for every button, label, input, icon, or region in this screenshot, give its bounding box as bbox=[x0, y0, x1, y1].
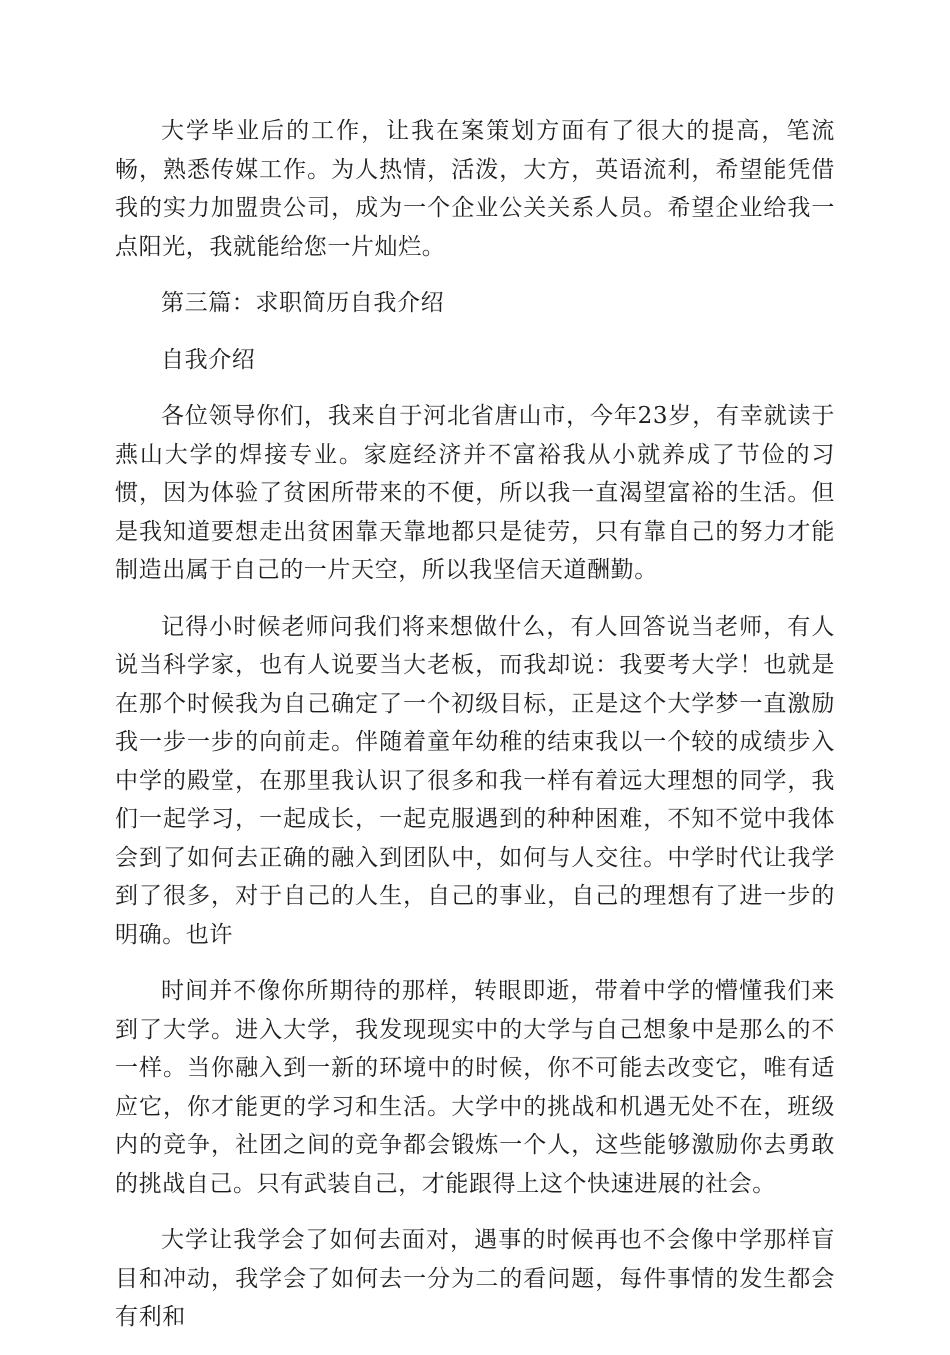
subsection-title: 自我介绍 bbox=[161, 346, 256, 373]
paragraph-childhood: 记得小时候老师问我们将来想做什么，有人回答说当老师，有人说当科学家，也有人说要当大老板，而我却说：我要考大学！也就是在那个时候我为自己确定了一个初级目标，正是这个大学梦一直激励我一步一步的向前走。伴随着童年幼稚的结束我以一个较的成绩步入中学的殿堂，在那里我认识了很多和我一样有着远大理想的同学，我们一起学习，一起成长，一起克服遇到的种种困难，不知不觉中我体会到了如何去正确的融入到团队中，如何与人交往。中学时代让我学到了很多，对于自己的人生，自己的事业，自己的理想有了进一步的明确。也许 bbox=[115, 613, 835, 948]
paragraph-background: 各位领导你们，我来自于河北省唐山市，今年23岁，有幸就读于燕山大学的焊接专业。家庭经济并不富裕我从小就养成了节俭的习惯，因为体验了贫困所带来的不便，所以我一直渴望富裕的生活。但是我知道要想走出贫困靠天靠地都只是徒劳，只有靠自己的努力才能制造出属于自己的一片天空，所以我坚信天道酬勤。 bbox=[115, 403, 835, 583]
paragraph-university: 时间并不像你所期待的那样，转眼即逝，带着中学的懵懂我们来到了大学。进入大学，我发现现实中的大学与自己想象中是那么的不一样。当你融入到一新的环境中的时候，你不可能去改变它，唯有适应它，你才能更的学习和生活。大学中的挑战和机遇无处不在，班级内的竞争，社团之间的竞争都会锻炼一个人，这些能够激励你去勇敢的挑战自己。只有武装自己，才能跟得上这个快速进展的社会。 bbox=[115, 978, 835, 1197]
document-page bbox=[115, 112, 835, 1355]
paragraph-lessons: 大学让我学会了如何去面对，遇事的时候再也不会像中学那样盲目和冲动，我学会了如何去一分为二的看问题，每件事情的发生都会有利和 bbox=[115, 1227, 835, 1330]
paragraph-career-summary: 大学毕业后的工作，让我在案策划方面有了很大的提高，笔流畅，熟悉传媒工作。为人热情，活泼，大方，英语流利，希望能凭借我的实力加盟贵公司，成为一个企业公关关系人员。希望企业给我一点阳光，我就能给您一片灿烂。 bbox=[115, 118, 835, 260]
section-title: 第三篇：求职简历自我介绍 bbox=[161, 290, 445, 316]
